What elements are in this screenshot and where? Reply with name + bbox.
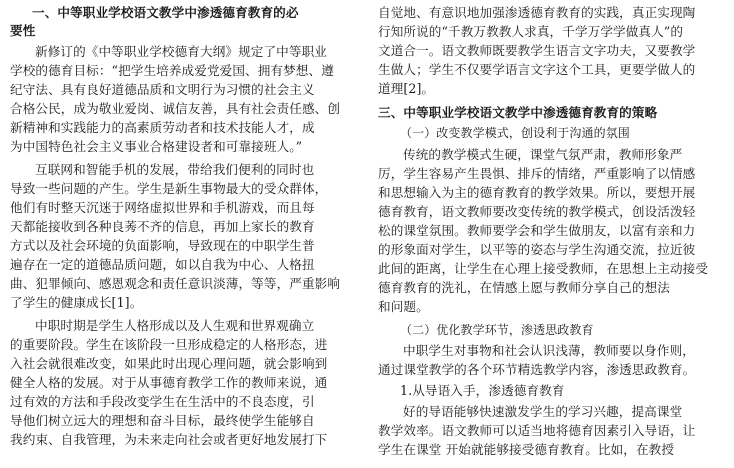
paragraph-line: 厉，学生容易产生畏惧、排斥的情绪，严重影响了以情感 (378, 166, 696, 181)
paragraph-line: 他们有时整天沉迷于网络虚拟世界和手机游戏，而且每 (10, 200, 315, 215)
paragraph-line: 为中国特色社会主义事业合格建设者和可靠接班人。” (10, 139, 303, 154)
section-heading-1: 一、中等职业学校语文教学中渗透德育教育的必 (32, 5, 299, 20)
paragraph-line: 教学效率。语文教师可以适当地将德育因素引入导语，让 (378, 423, 696, 438)
paragraph-line: 和思想输入为主的德育教育的教学效果。所以，要想开展 (378, 185, 696, 200)
section-heading-1-cont: 要性 (10, 23, 36, 38)
section-heading-3: 三、中等职业学校语文教学中渗透德育教育的策略 (378, 105, 658, 120)
paragraph-line: 入社会就很难改变，如果此时出现心理问题，就会影响到 (10, 356, 328, 371)
paragraph-line: 学校的德育目标：“把学生培养成爱党爱国、拥有梦想、遵 (10, 63, 334, 78)
paragraph-line: 德育教育，语文教师要改变传统的教学模式，创设活泼轻 (378, 204, 696, 219)
subheading-2-1: 1.从导语入手，渗透德育教育 (400, 383, 565, 398)
paragraph-line: 纪守法、具有良好道德品质和文明行为习惯的社会主义 (10, 82, 315, 97)
paragraph-line: 的重要阶段。学生在该阶段一旦形成稳定的人格形态，进 (10, 337, 328, 352)
paragraph-line: 的形象面对学生，以平等的姿态与学生沟通交流，拉近彼 (378, 242, 696, 257)
subheading-2: （二）优化教学环节，渗透思政教育 (400, 323, 594, 337)
paragraph-line: 曲、犯罪倾向、感恩观念和责任意识淡薄，等等，严重影响 (10, 276, 341, 291)
paragraph-line: 此间的距离，让学生在心理上接受教师，在思想上主动接受 (378, 261, 709, 276)
paragraph-line: 学生在课堂 开始就能够接受德育教育。比如，在教授 (378, 442, 675, 457)
paragraph-line: 了学生的健康成长[1]。 (10, 295, 143, 310)
paragraph-line: 健全人格的发展。对于从事德育教学工作的教师来说，通 (10, 375, 328, 390)
paragraph-line: 遍存在一定的道德品质问题，如以自我为中心、人格扭 (10, 257, 315, 272)
paragraph-line: 文道合一。语文教师既要教学生语言文字功夫，又要教学 (378, 43, 696, 58)
paragraph-line: 新修订的《中等职业学校德育大纲》规定了中等职业 (35, 44, 327, 59)
paragraph-line: 和问题。 (378, 299, 429, 314)
paragraph-line: 互联网和智能手机的发展，带给我们便利的同时也 (35, 162, 315, 177)
paragraph-line: 导致一些问题的产生。学生是新生事物最大的受众群体， (10, 181, 328, 196)
paragraph-line: 合格公民，成为敬业爱岗、诚信友善，具有社会责任感、创 (10, 101, 341, 116)
paragraph-line: 行知所说的“千教万教教人求真，千学万学学做真人”的 (378, 24, 684, 39)
paragraph-line: 我约束、自我管理，为未来走向社会或者更好地发展打下 (10, 432, 328, 447)
paragraph-line: 过有效的方法和手段改变学生在生活中的不良态度，引 (10, 394, 315, 409)
paragraph-line: 中职时期是学生人格形成以及人生观和世界观确立 (35, 318, 315, 333)
paragraph-line: 松的课堂氛围。教师要学会和学生做朋友，以富有亲和力 (378, 223, 696, 238)
paragraph-line: 自觉地、有意识地加强渗透德育教育的实践，真正实现陶 (378, 5, 696, 20)
paragraph-line: 好的导语能够快速激发学生的学习兴趣，提高课堂 (403, 404, 683, 419)
paragraph-line: 德育教育的洗礼，在情感上愿与教师分享自己的想法 (378, 280, 670, 295)
paragraph-line: 导他们树立远大的理想和奋斗目标，最终使学生能够自 (10, 413, 315, 428)
paragraph-line: 通过课堂教学的各个环节精选教学内容，渗透思政教育。 (378, 362, 696, 377)
paragraph-line: 传统的教学模式生硬，课堂气氛严肃，教师形象严 (403, 147, 683, 162)
paragraph-line: 方式以及社会环境的负面影响，导致现在的中职学生普 (10, 238, 315, 253)
paragraph-line: 中职学生对事物和社会认识浅薄，教师要以身作则， (403, 343, 695, 358)
paragraph-line: 生做人；学生不仅要学语言文字这个工具，更要学做人的 (378, 62, 696, 77)
subheading-1: （一）改变教学模式，创设利于沟通的氛围 (400, 126, 630, 140)
paragraph-line: 新精神和实践能力的高素质劳动者和技术技能人才，成 (10, 120, 315, 135)
paragraph-line: 天都能接收到各种良莠不齐的信息，再加上家长的教育 (10, 219, 315, 234)
paragraph-line: 道理[2]。 (378, 81, 435, 96)
